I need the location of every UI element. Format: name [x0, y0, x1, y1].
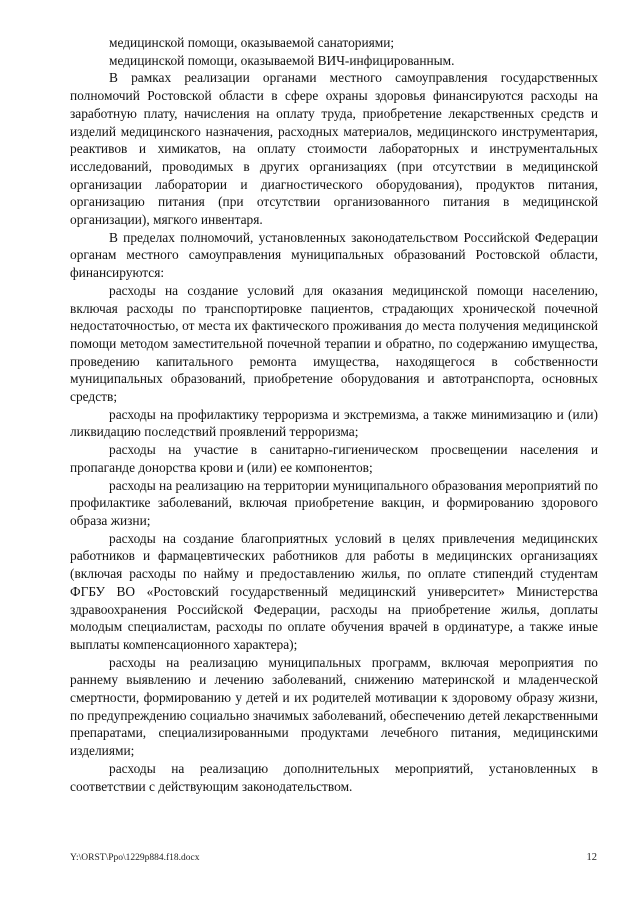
paragraph-state-powers: В рамках реализации органами местного самоуправления государственных полномочий Ростовской области в сфере охраны здоровья финансируются расходы на заработную плату, начисления на оплату труда, приобретение лекарственных средств и изделий медицинского назначения, расходных материалов, медицинского инструментария, реактивов и химикатов, на оплату стоимости лабораторных и инструментальных исследований, проводимых в других организациях (при отсутствии в медицинской организации лаборатории и диагностического оборудования), продуктов питания, организацию питания (при отсутствии организованного питания в медицинской организации), мягкого инвентаря.: [70, 70, 598, 228]
paragraph-disease-prevention: расходы на реализацию на территории муниципального образования мероприятий по профилактике заболеваний, включая приобретение вакцин, и формированию здорового образа жизни;: [70, 477, 598, 528]
paragraph-medical-care-conditions: расходы на создание условий для оказания медицинской помощи населению, включая расходы по транспортировке пациентов, страдающих хронической почечной недостаточностью, от места их фактического проживания до места получения медицинской помощи методом заместительной почечной терапии и обратно, по содержанию имущества, проведению капитального ремонта имущества, находящегося в собственности муниципальных образований, приобретение оборудования и автотранспорта, основных средств;: [70, 282, 598, 405]
paragraph-additional-measures: расходы на реализацию дополнительных мероприятий, установленных в соответствии с действующим законодательством.: [70, 760, 598, 794]
paragraph-municipal-programs: расходы на реализацию муниципальных программ, включая мероприятия по раннему выявлению и лечению заболеваний, снижению материнской и младенческой смертности, формированию у детей и их родителей мотивации к здоровому образу жизни, по предупреждению социально значимых заболеваний, обеспечению детей лекарственными препаратами, специализированными продуктами лечебного питания, медицинскими изделиями;: [70, 654, 598, 759]
footer-file-path: Y:\ORST\Ppo\1229p884.f18.docx: [70, 853, 200, 863]
paragraph-terrorism-prevention: расходы на профилактику терроризма и экстремизма, а также минимизацию и (или) ликвидацию последствий проявлений терроризма;: [70, 406, 598, 440]
paragraph-staff-attraction: расходы на создание благоприятных условий в целях привлечения медицинских работников и фармацевтических работников для работы в медицинских организациях (включая расходы по найму и предоставлению жилья, по оплате стипендий студентам ФГБУ ВО «Ростовский государственный медицинский университет» Министерства здравоохранения Российской Федерации, расходы на приобретение жилья, доплаты молодым специалистам, расходы по оплате обучения врачей в ординатуре, а также иные выплаты компенсационного характера);: [70, 530, 598, 652]
document-body: [70, 34, 598, 795]
paragraph-hiv: медицинской помощи, оказываемой ВИЧ-инфицированным.: [109, 52, 455, 68]
paragraph-sanitary-education: расходы на участие в санитарно-гигиеническом просвещении населения и пропаганде донорства крови и (или) ее компонентов;: [70, 442, 598, 475]
page-number: 12: [586, 852, 597, 863]
paragraph-municipal-powers: В пределах полномочий, установленных законодательством Российской Федерации органам местного самоуправления муниципальных образований Ростовской области, финансируются:: [70, 229, 598, 281]
paragraph-sanatorium: медицинской помощи, оказываемой санаториями;: [109, 35, 395, 50]
